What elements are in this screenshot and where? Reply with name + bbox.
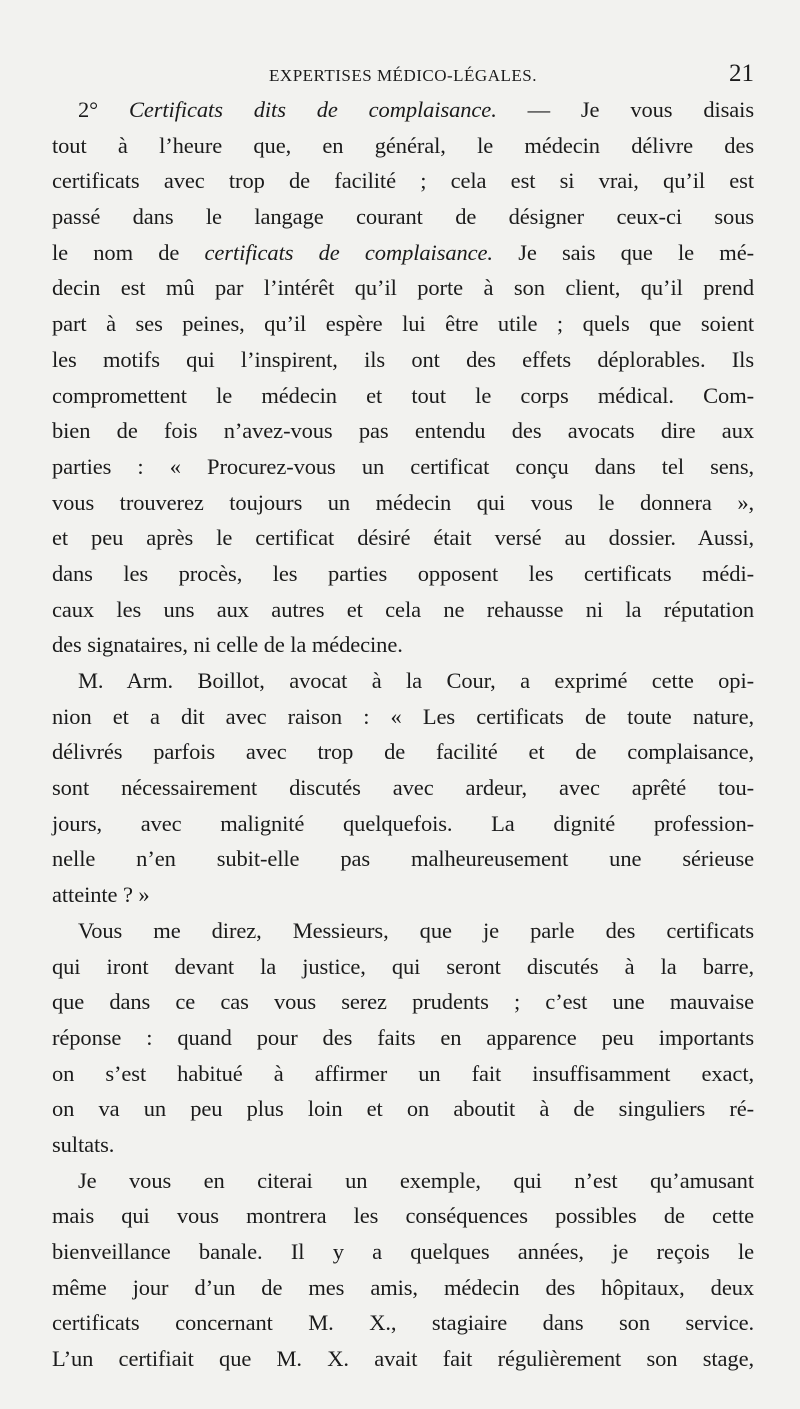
- text-segment: tout à l’heure que, en général, le médecin délivre des: [52, 132, 754, 158]
- text-segment: passé dans le langage courant de désigner ceux-ci sous: [52, 204, 754, 230]
- text-segment: le nom de: [52, 239, 205, 265]
- text-line: [52, 92, 754, 128]
- text-line: [52, 306, 754, 342]
- text-line: [52, 342, 754, 378]
- text-segment: nion et a dit avec raison : « Les certificats de toute nature,: [52, 703, 754, 729]
- text-line: [52, 520, 754, 556]
- text-line: [52, 1341, 754, 1377]
- text-segment: Je sais que le mé-: [492, 239, 754, 265]
- text-line: [52, 841, 754, 877]
- text-line: [52, 663, 754, 699]
- text-segment: que dans ce cas vous serez prudents ; c’est une mauvaise: [52, 989, 754, 1015]
- text-segment: certificats concernant M. X., stagiaire dans son service.: [52, 1310, 754, 1336]
- text-segment: decin est mû par l’intérêt qu’il porte à son client, qu’il prend: [52, 275, 754, 301]
- text-segment: nelle n’en subit-elle pas malheureusement une sérieuse: [52, 846, 754, 872]
- text-line: [52, 235, 754, 271]
- text-segment: délivrés parfois avec trop de facilité et de complaisance,: [52, 739, 754, 765]
- text-line: [52, 413, 754, 449]
- text-segment: sultats.: [52, 1131, 115, 1157]
- text-segment: L’un certifiait que M. X. avait fait régulièrement son stage,: [52, 1346, 754, 1372]
- text-segment: caux les uns aux autres et cela ne rehausse ni la réputation: [52, 596, 754, 622]
- text-segment: Je vous en citerai un exemple, qui n’est qu’amusant: [78, 1167, 754, 1193]
- text-line: [52, 1305, 754, 1341]
- text-segment: qui iront devant la justice, qui seront discutés à la barre,: [52, 953, 754, 979]
- italic-text: certificats de complaisance.: [204, 239, 493, 265]
- text-line: [52, 1234, 754, 1270]
- text-segment: bienveillance banale. Il y a quelques années, je reçois le: [52, 1239, 754, 1264]
- text-line: [52, 1020, 754, 1056]
- text-line: [52, 1056, 754, 1092]
- text-line: [52, 1163, 754, 1199]
- text-line: [52, 1127, 754, 1163]
- text-line: [52, 1270, 754, 1306]
- text-segment: les motifs qui l’inspirent, ils ont des effets déplorables. Ils: [52, 346, 754, 372]
- text-segment: sont nécessairement discutés avec ardeur, avec aprêté tou-: [52, 775, 754, 801]
- text-line: [52, 592, 754, 628]
- text-line: [52, 449, 754, 485]
- text-segment: part à ses peines, qu’il espère lui être utile ; quels que soient: [52, 311, 754, 337]
- text-segment: réponse : quand pour des faits en apparence peu importants: [52, 1024, 754, 1050]
- text-segment: jours, avec malignité quelquefois. La dignité profession-: [52, 810, 754, 836]
- text-segment: atteinte ? »: [52, 882, 150, 908]
- italic-text: Certificats dits de complaisance.: [128, 97, 497, 122]
- text-line: [52, 734, 754, 770]
- text-segment: on s’est habitué à affirmer un fait insuffisamment exact,: [52, 1060, 754, 1086]
- text-line: [52, 984, 754, 1020]
- text-segment: dans les procès, les parties opposent les certificats médi-: [52, 560, 754, 586]
- text-line: [52, 556, 754, 592]
- text-line: [52, 770, 754, 806]
- text-line: [52, 270, 754, 306]
- text-line: [52, 199, 754, 235]
- text-segment: parties : « Procurez-vous un certificat conçu dans tel sens,: [52, 453, 754, 479]
- text-line: [52, 163, 754, 199]
- text-line: [52, 1198, 754, 1234]
- text-line: [52, 806, 754, 842]
- text-segment: bien de fois n’avez-vous pas entendu des avocats dire aux: [52, 418, 754, 444]
- text-segment: compromettent le médecin et tout le corps médical. Com-: [52, 382, 754, 408]
- text-segment: Vous me direz, Messieurs, que je parle des certificats: [78, 917, 754, 943]
- text-segment: mais qui vous montrera les conséquences possibles de cette: [52, 1203, 754, 1229]
- text-segment: on va un peu plus loin et on aboutit à de singuliers ré-: [52, 1096, 754, 1122]
- text-line: [52, 949, 754, 985]
- text-line: [52, 378, 754, 414]
- text-line: [52, 627, 754, 663]
- text-segment: et peu après le certificat désiré était versé au dossier. Aussi,: [52, 525, 754, 551]
- text-segment: certificats avec trop de facilité ; cela est si vrai, qu’il est: [52, 168, 754, 194]
- running-title: EXPERTISES MÉDICO-LÉGALES.: [269, 66, 537, 85]
- text-line: [52, 128, 754, 164]
- running-head: [52, 58, 754, 92]
- text-line: [52, 485, 754, 521]
- text-line: [52, 913, 754, 949]
- text-segment: — Je vous disais: [496, 97, 754, 122]
- page-number: 21: [729, 60, 754, 87]
- text-segment: des signataires, ni celle de la médecine.: [52, 632, 403, 658]
- text-segment: même jour d’un de mes amis, médecin des hôpitaux, deux: [52, 1274, 754, 1300]
- text-line: [52, 877, 754, 913]
- body-text: [52, 92, 754, 1377]
- text-line: [52, 699, 754, 735]
- text-segment: vous trouverez toujours un médecin qui vous le donnera »,: [52, 489, 754, 515]
- text-line: [52, 1091, 754, 1127]
- text-segment: 2°: [78, 97, 129, 122]
- text-segment: M. Arm. Boillot, avocat à la Cour, a exprimé cette opi-: [78, 668, 754, 693]
